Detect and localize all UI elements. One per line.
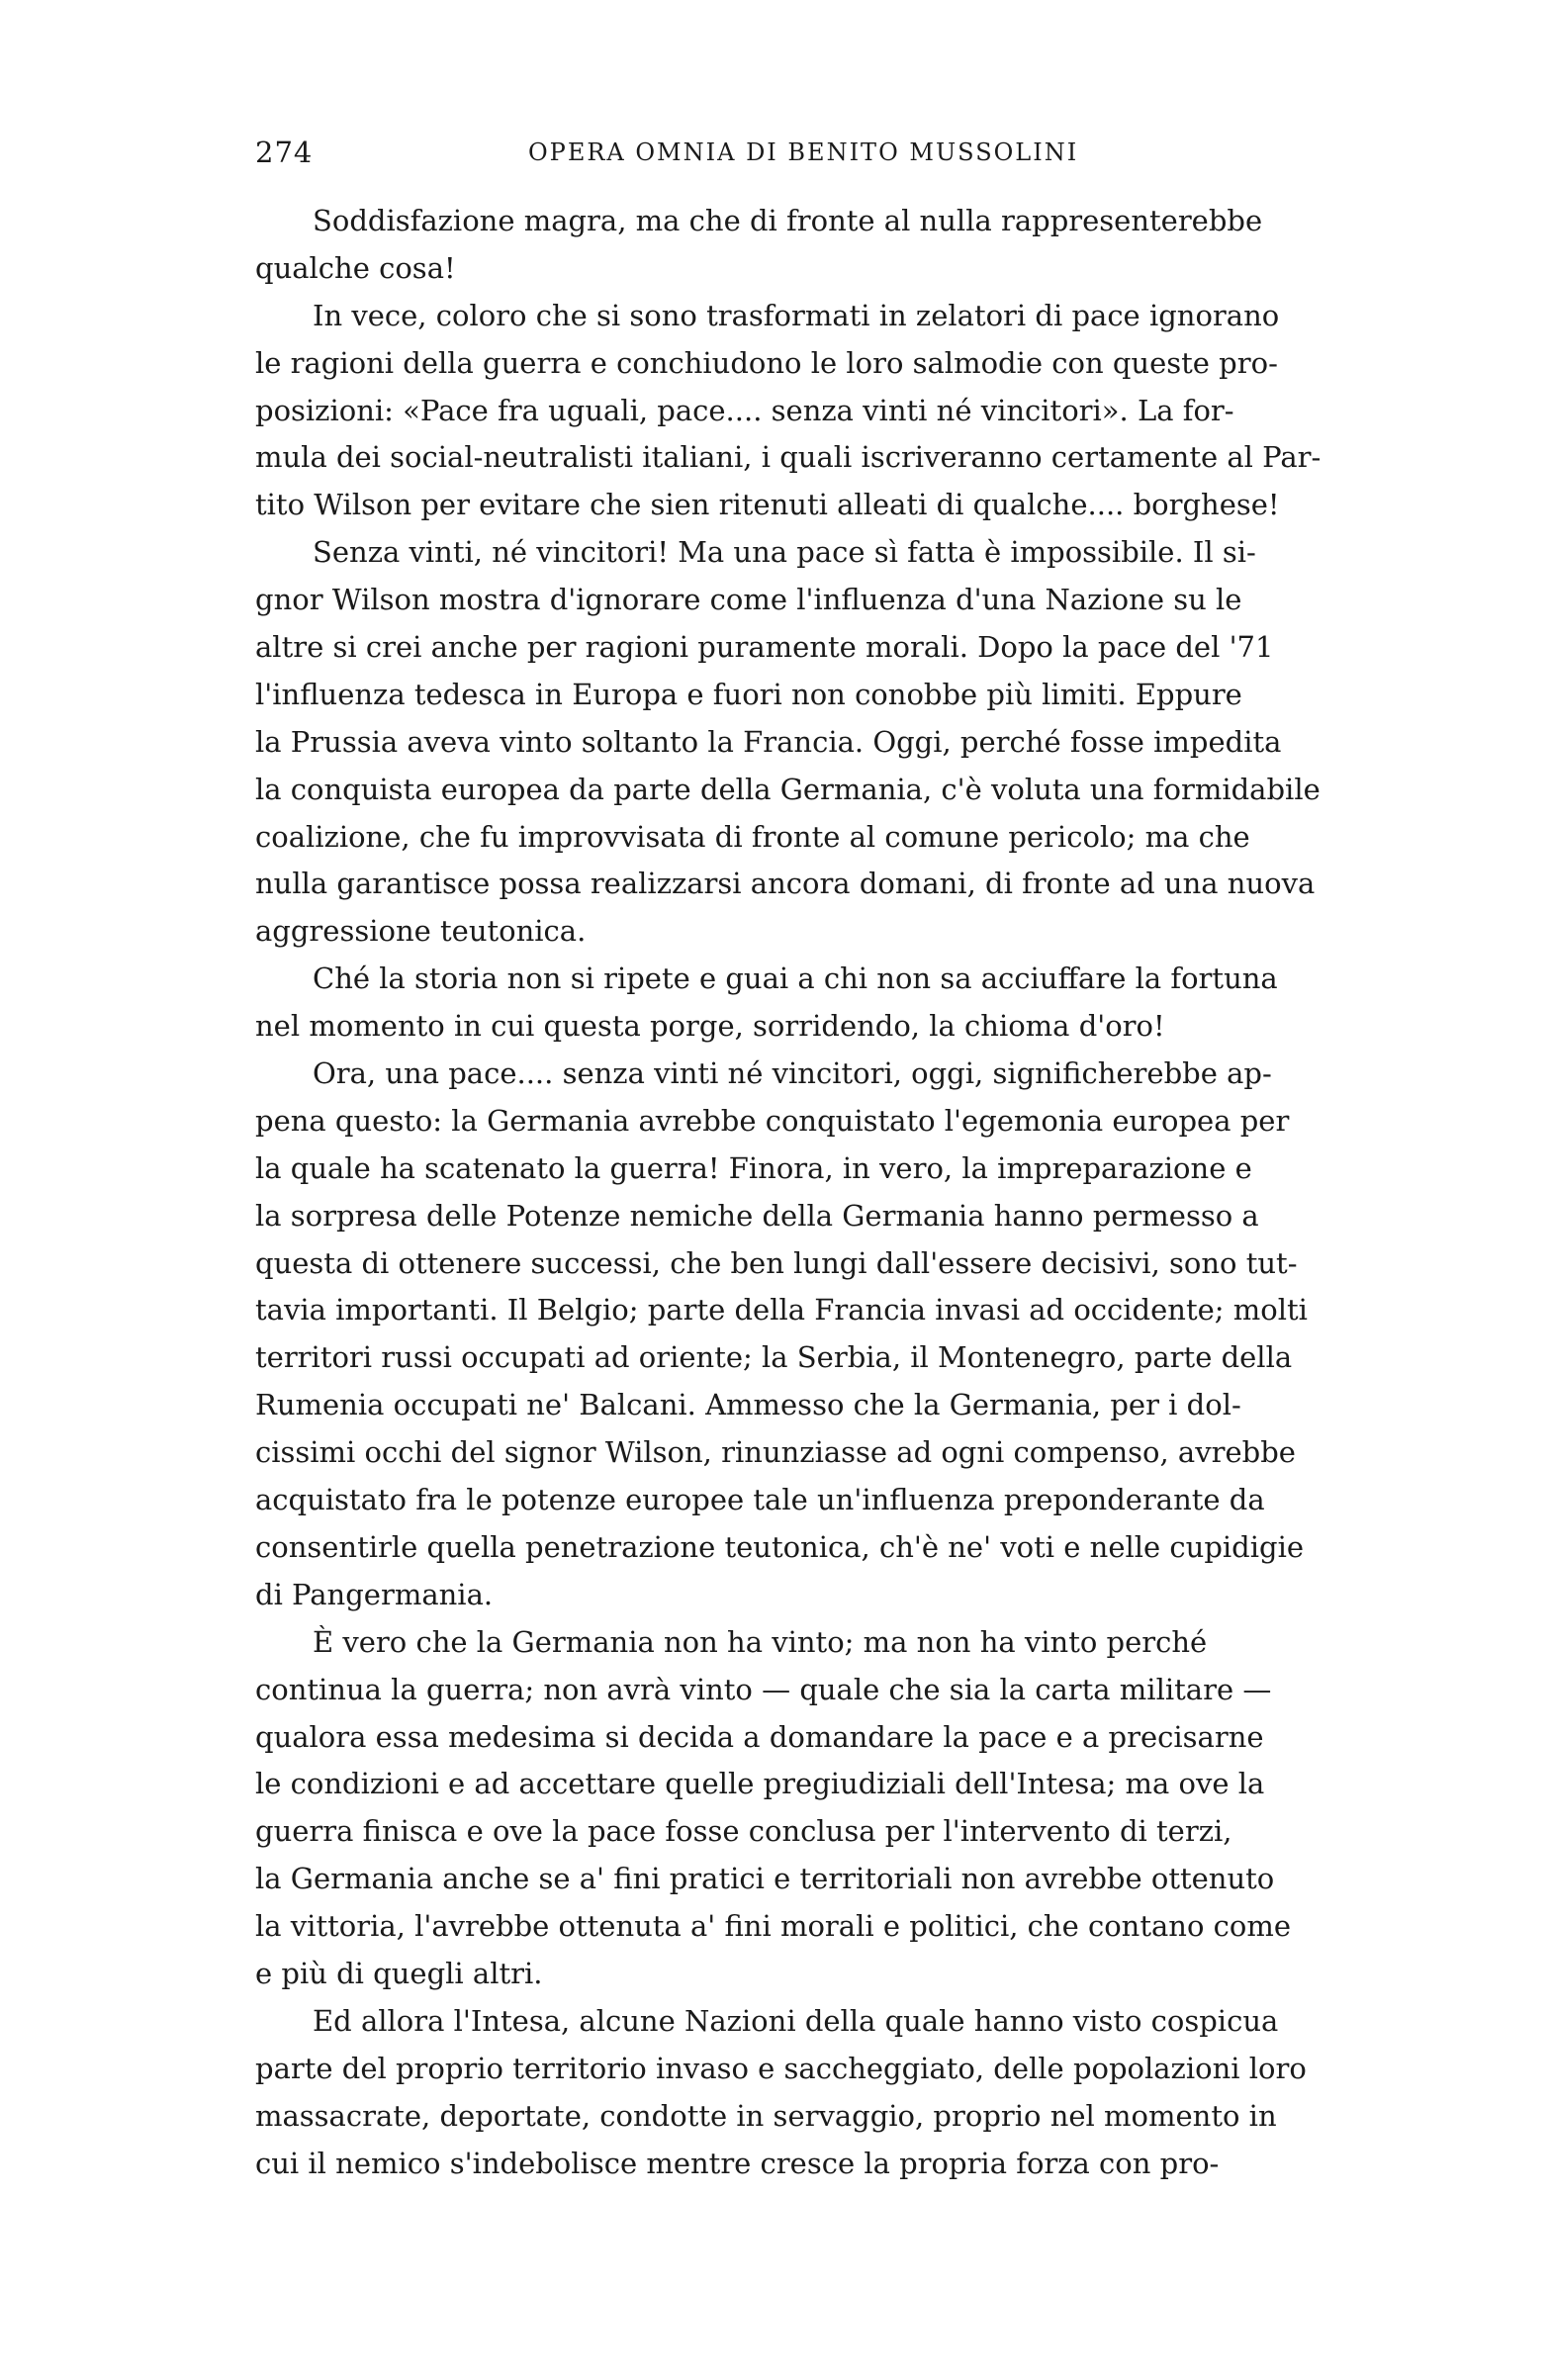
text-line: Senza vinti, né vincitori! Ma una pace sì fatta è impossibile. Il si-	[313, 535, 1256, 570]
text-line: tavia importanti. Il Belgio; parte della Francia invasi ad occidente; molti	[255, 1293, 1308, 1327]
text-line: cui il nemico s'indebolisce mentre cresce la propria forza con pro-	[255, 2146, 1220, 2180]
body-text	[255, 198, 1322, 2187]
text-line: aggressione teutonica.	[255, 914, 587, 949]
text-line: mula dei social-neutralisti italiani, i quali iscriveranno certamente al Par-	[255, 440, 1322, 475]
text-line: È vero che la Germania non ha vinto; ma non ha vinto perché	[313, 1624, 1208, 1659]
text-line: la conquista europea da parte della Germania, c'è voluta una formidabile	[255, 772, 1321, 806]
running-head	[255, 136, 1120, 175]
text-line: nel momento in cui questa porge, sorridendo, la chioma d'oro!	[255, 1009, 1165, 1044]
text-line: acquistato fra le potenze europee tale un'influenza preponderante da	[255, 1483, 1265, 1517]
text-line: gnor Wilson mostra d'ignorare come l'influenza d'una Nazione su le	[255, 583, 1242, 617]
text-line: la quale ha scatenato la guerra! Finora, in vero, la impreparazione e	[255, 1150, 1252, 1185]
text-line: guerra finisca e ove la pace fosse conclusa per l'intervento di terzi,	[255, 1814, 1232, 1849]
text-line: di Pangermania.	[255, 1577, 494, 1611]
text-line: la Prussia aveva vinto soltanto la Francia. Oggi, perché fosse impedita	[255, 724, 1282, 759]
text-line: Rumenia occupati ne' Balcani. Ammesso che la Germania, per i dol-	[255, 1388, 1241, 1422]
text-line: coalizione, che fu improvvisata di fronte al comune pericolo; ma che	[255, 819, 1250, 854]
text-line: qualche cosa!	[255, 250, 456, 285]
text-line: l'influenza tedesca in Europa e fuori non conobbe più limiti. Eppure	[255, 677, 1242, 711]
text-line: pena questo: la Germania avrebbe conquistato l'egemonia europea per	[255, 1103, 1290, 1138]
text-line: Ché la storia non si ripete e guai a chi non sa acciuffare la fortuna	[313, 961, 1278, 996]
page-number: 274	[255, 136, 314, 169]
text-line: Ora, una pace.... senza vinti né vincitori, oggi, significherebbe ap-	[313, 1056, 1272, 1091]
text-line: massacrate, deportate, condotte in servaggio, proprio nel momento in	[255, 2098, 1277, 2133]
text-line: le ragioni della guerra e conchiudono le loro salmodie con queste pro-	[255, 345, 1278, 380]
text-line: parte del proprio territorio invaso e saccheggiato, delle popolazioni loro	[255, 2051, 1307, 2085]
text-line: territori russi occupati ad oriente; la Serbia, il Montenegro, parte della	[255, 1340, 1293, 1375]
text-line: Ed allora l'Intesa, alcune Nazioni della quale hanno visto cospicua	[313, 2003, 1279, 2038]
text-line: tito Wilson per evitare che sien ritenuti alleati di qualche.... borghese!	[255, 488, 1280, 522]
text-line: Soddisfazione magra, ma che di fronte al nulla rappresenterebbe	[313, 204, 1263, 237]
text-line: posizioni: «Pace fra uguali, pace.... senza vinti né vincitori». La for-	[255, 393, 1234, 427]
text-line: In vece, coloro che si sono trasformati in zelatori di pace ignorano	[313, 298, 1280, 332]
text-line: nulla garantisce possa realizzarsi ancora domani, di fronte ad una nuova	[255, 867, 1316, 901]
text-line: la vittoria, l'avrebbe ottenuta a' fini morali e politici, che contano come	[255, 1909, 1292, 1944]
text-line: qualora essa medesima si decida a domandare la pace e a precisarne	[255, 1719, 1264, 1754]
text-line: altre si crei anche per ragioni puramente morali. Dopo la pace del '71	[255, 630, 1274, 665]
text-line: le condizioni e ad accettare quelle pregiudiziali dell'Intesa; ma ove la	[255, 1767, 1265, 1801]
text-line: la Germania anche se a' fini pratici e territoriali non avrebbe ottenuto	[255, 1862, 1275, 1896]
text-line: cissimi occhi del signor Wilson, rinunziasse ad ogni compenso, avrebbe	[255, 1435, 1296, 1470]
text-line: consentirle quella penetrazione teutonica, ch'è ne' voti e nelle cupidigie	[255, 1529, 1305, 1564]
running-title: OPERA OMNIA DI BENITO MUSSOLINI	[528, 138, 1079, 166]
text-line: continua la guerra; non avrà vinto — quale che sia la carta militare —	[255, 1672, 1272, 1706]
text-line: la sorpresa delle Potenze nemiche della Germania hanno permesso a	[255, 1198, 1259, 1233]
text-line: e più di quegli altri.	[255, 1956, 543, 1990]
text-line: questa di ottenere successi, che ben lungi dall'essere decisivi, sono tut-	[255, 1245, 1298, 1280]
